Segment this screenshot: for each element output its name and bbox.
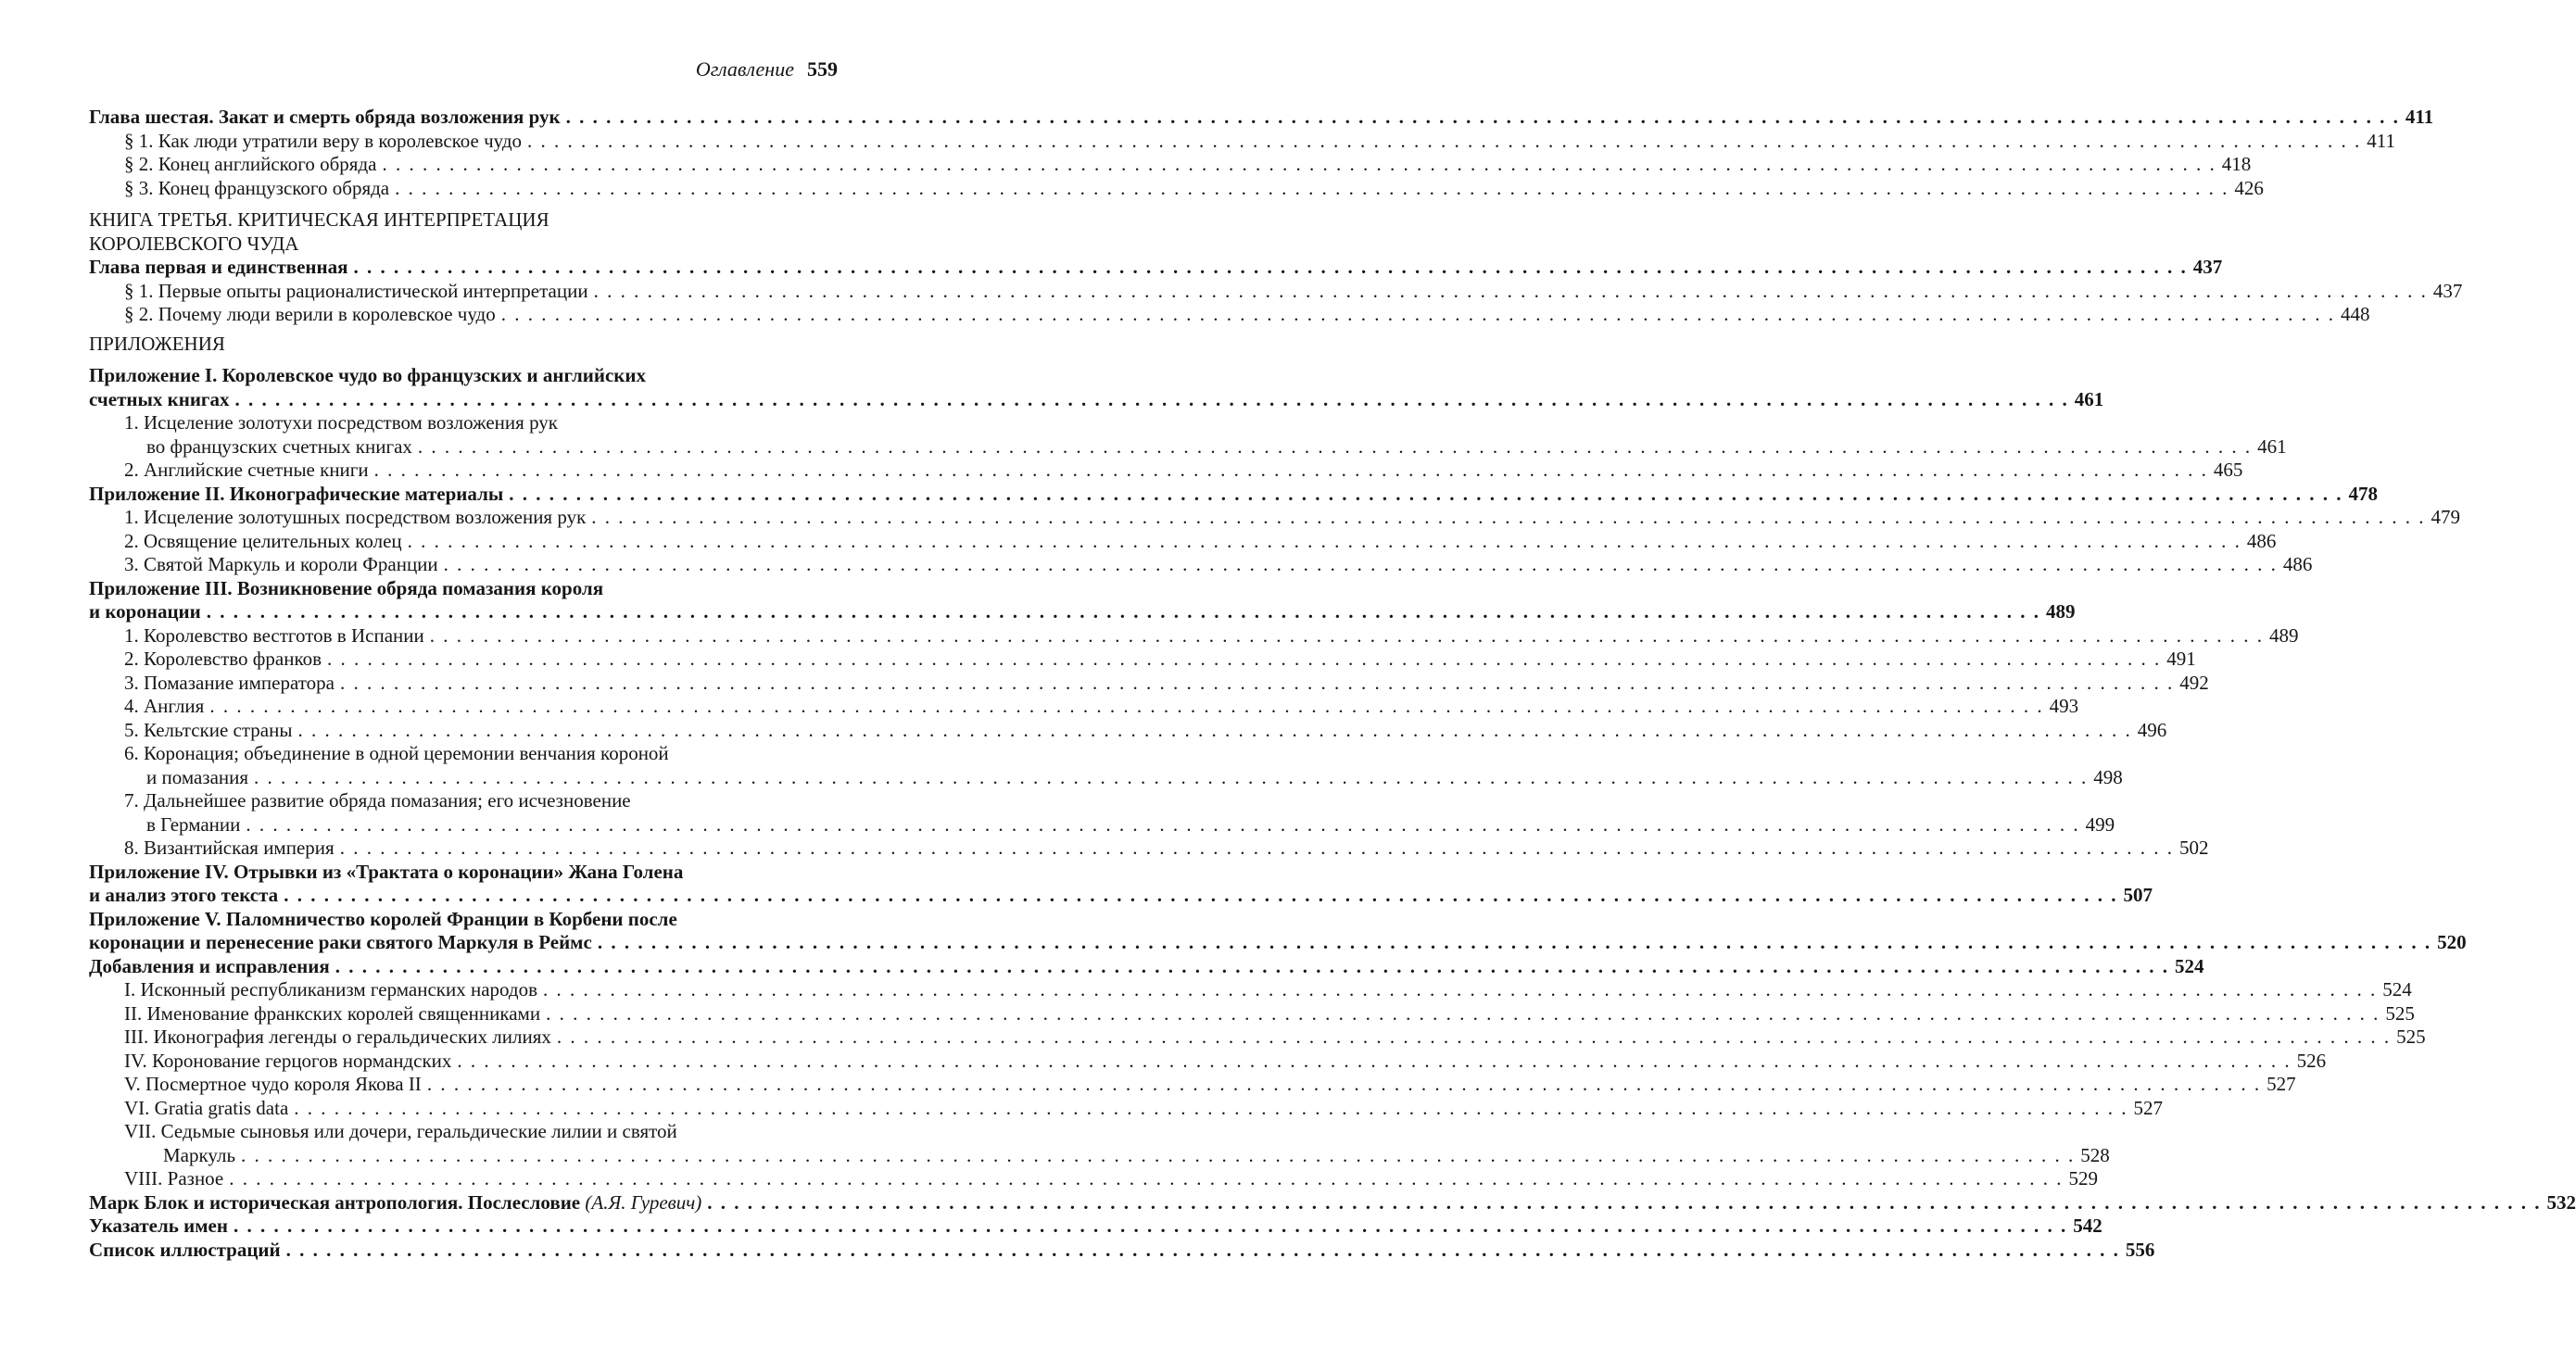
book-heading-text: КОРОЛЕВСКОГО ЧУДА (89, 232, 299, 255)
toc-entry-app1-1[interactable] (89, 434, 2287, 459)
dot-leader (229, 1167, 2063, 1191)
table-of-contents (89, 106, 2576, 1262)
toc-entry-title-line: 1. Исцеление золотухи посредством возложения рук (124, 411, 558, 434)
toc-entry-ch6-s3[interactable] (89, 176, 2264, 201)
dot-leader (284, 884, 2117, 908)
dot-leader (234, 1215, 2067, 1239)
toc-entry-page: 461 (2074, 387, 2104, 410)
toc-entry-title-line: Приложение I. Королевское чудо во французских и английских (89, 364, 646, 386)
toc-entry-additions[interactable] (89, 954, 2204, 979)
toc-entry-app1-2[interactable] (89, 459, 2243, 483)
toc-entry-appendix-5[interactable] (89, 931, 2467, 955)
dot-leader (501, 303, 2335, 327)
toc-entry-title: V. Посмертное чудо короля Якова II (124, 1073, 422, 1095)
toc-entry-page: 489 (2269, 623, 2299, 647)
toc-entry-add-4[interactable] (89, 1049, 2327, 1074)
toc-entry-page: 493 (2049, 695, 2079, 717)
dot-leader (374, 459, 2208, 483)
toc-entry-page: 527 (2133, 1096, 2164, 1119)
running-header-title: Оглавление (695, 57, 794, 81)
toc-entry-title-line: 6. Коронация; объединение в одной церемонии венчания короной (124, 742, 669, 764)
toc-entry-title: I. Исконный республиканизм германских народов (124, 978, 538, 1001)
toc-entry-page: 528 (2080, 1143, 2110, 1166)
toc-entry-page: 461 (2257, 434, 2287, 458)
toc-entry-title-line: Приложение IV. Отрывки из «Трактата о коронации» Жана Голена (89, 860, 684, 883)
dot-leader (591, 506, 2425, 530)
dot-leader (286, 1239, 2120, 1263)
toc-entry-title: и анализ этого текста (89, 884, 279, 906)
toc-entry-app3-4[interactable] (89, 695, 2079, 719)
toc-entry-app2-2[interactable] (89, 529, 2277, 554)
toc-entry-title: § 2. Конец английского обряда (124, 153, 377, 175)
toc-entry-add-3[interactable] (89, 1026, 2426, 1050)
toc-entry-title: Глава шестая. Закат и смерть обряда возложения рук (89, 106, 561, 128)
toc-entry-page: 526 (2296, 1049, 2327, 1072)
book-3-heading-line-2 (89, 233, 838, 257)
toc-entry-app3-6[interactable] (89, 765, 2123, 790)
toc-entry-chapter-6[interactable] (89, 106, 2434, 130)
toc-entry-title: Глава первая и единственная (89, 256, 348, 278)
dot-leader (707, 1191, 2541, 1215)
toc-entry-appendix-3[interactable] (89, 600, 2076, 624)
toc-entry-title: счетных книгах (89, 387, 230, 410)
toc-entry-ch6-s1[interactable] (89, 129, 2396, 154)
dot-leader (427, 1073, 2261, 1097)
dot-leader (335, 955, 2169, 979)
toc-entry-title-line: VII. Седьмые сыновья или дочери, геральдические лилии и святой (124, 1120, 677, 1142)
toc-entry-b3ch1-s2[interactable] (89, 303, 2370, 327)
toc-entry-title: в Германии (146, 812, 241, 836)
dot-leader (430, 624, 2264, 648)
toc-entry-title: 3. Святой Маркуль и короли Франции (124, 553, 438, 575)
toc-entry-page: 556 (2125, 1238, 2155, 1261)
toc-entry-page: 489 (2046, 600, 2076, 623)
toc-entry-title-line: 7. Дальнейшее развитие обряда помазания; его исчезновение (124, 789, 631, 812)
book-3-heading-line-1 (89, 208, 838, 233)
dot-leader (209, 695, 2043, 719)
toc-entry-page: 529 (2068, 1167, 2099, 1189)
toc-entry-app3-line-1 (89, 577, 838, 601)
toc-entry-page: 520 (2437, 931, 2467, 953)
toc-entry-title: VIII. Разное (124, 1167, 224, 1189)
dot-leader (241, 1144, 2075, 1168)
toc-entry-title (89, 1191, 701, 1215)
toc-entry-app2-3[interactable] (89, 553, 2313, 577)
toc-entry-title: II. Именование франкских королей священниками (124, 1001, 541, 1025)
dot-leader (327, 648, 2161, 672)
dot-leader (246, 813, 2079, 837)
toc-entry-page: 527 (2267, 1073, 2296, 1095)
toc-entry-add-5[interactable] (89, 1073, 2296, 1097)
toc-entry-page: 486 (2282, 553, 2313, 575)
dot-leader (557, 1026, 2391, 1050)
toc-entry-page: 437 (2192, 256, 2223, 278)
toc-entry-title: § 1. Как люди утратили веру в королевское чудо (124, 129, 523, 152)
dot-leader (527, 130, 2361, 154)
toc-entry-title-line: Приложение III. Возникновение обряда помазания короля (89, 576, 604, 599)
dot-leader (207, 600, 2040, 624)
toc-entry-page: 492 (2179, 671, 2209, 694)
toc-entry-appendix-2[interactable] (89, 482, 2379, 507)
dot-leader (408, 530, 2241, 554)
toc-entry-page: 486 (2246, 529, 2277, 552)
toc-entry-page: 465 (2213, 459, 2243, 481)
toc-entry-afterword[interactable] (89, 1190, 2576, 1215)
toc-entry-page: 479 (2431, 506, 2461, 528)
dot-leader (543, 978, 2377, 1002)
toc-entry-page: 524 (2174, 954, 2204, 977)
toc-entry-title: коронации и перенесение раки святого Маркуля в Реймс (89, 931, 592, 953)
toc-entry-page: 542 (2073, 1215, 2102, 1237)
toc-entry-title: 2. Английские счетные книги (124, 459, 369, 481)
toc-entry-title: 2. Освящение целительных колец (124, 529, 402, 552)
dot-leader (340, 672, 2174, 696)
toc-entry-title: и коронации (89, 600, 201, 623)
toc-entry-app2-1[interactable] (89, 506, 2461, 530)
toc-entry-app3-7-line-1 (89, 789, 838, 813)
toc-entry-appendix-4[interactable] (89, 884, 2153, 908)
spacer (89, 200, 838, 208)
toc-entry-title: во французских счетных книгах (146, 434, 412, 458)
toc-entry-page: 499 (2085, 812, 2115, 836)
toc-entry-book3-chapter-1[interactable] (89, 256, 2223, 280)
toc-entry-b3ch1-s1[interactable] (89, 279, 2463, 304)
toc-entry-page: 437 (2432, 279, 2463, 302)
toc-entry-page: 411 (2405, 106, 2434, 128)
toc-entry-title: § 3. Конец французского обряда (124, 176, 390, 199)
toc-entry-title: III. Иконография легенды о геральдических лилиях (124, 1026, 551, 1048)
dot-leader (509, 483, 2342, 507)
toc-entry-app3-3[interactable] (89, 671, 2209, 696)
toc-entry-page: 448 (2340, 303, 2370, 325)
toc-entry-title: 8. Византийская империя (124, 837, 335, 859)
toc-entry-page: 478 (2348, 482, 2379, 505)
toc-entry-add-7-line-1 (89, 1120, 838, 1144)
dot-leader (457, 1050, 2291, 1074)
afterword-author: (А.Я. Гуревич) (585, 1190, 702, 1214)
toc-entry-page: 411 (2367, 129, 2396, 152)
toc-entry-appendix-1[interactable] (89, 387, 2104, 412)
running-header (696, 57, 838, 82)
toc-entry-add-7[interactable] (89, 1143, 2110, 1168)
dot-leader (418, 435, 2252, 459)
toc-entry-app3-7[interactable] (89, 812, 2115, 837)
toc-entry-title: § 1. Первые опыты рационалистической интерпретации (124, 279, 588, 302)
toc-entry-add-2[interactable] (89, 1001, 2415, 1026)
toc-entry-title: 4. Англия (124, 695, 205, 717)
toc-entry-app3-2[interactable] (89, 648, 2196, 672)
toc-entry-add-8[interactable] (89, 1167, 2099, 1191)
toc-entry-title: § 2. Почему люди верили в королевское чудо (124, 303, 496, 325)
toc-entry-index[interactable] (89, 1215, 2102, 1239)
toc-entry-title: и помазания (146, 765, 249, 788)
toc-entry-app5-line-1 (89, 908, 838, 932)
toc-entry-app3-5[interactable] (89, 718, 2167, 743)
toc-entry-page: 532 (2546, 1190, 2576, 1214)
page-number: 559 (807, 57, 838, 81)
spacer (89, 356, 838, 364)
toc-entry-illustrations[interactable] (89, 1238, 2155, 1263)
dot-leader (297, 719, 2131, 743)
toc-entry-page: 426 (2234, 176, 2264, 199)
toc-entry-add-1[interactable] (89, 978, 2412, 1002)
toc-entry-add-6[interactable] (89, 1096, 2164, 1121)
dot-leader (395, 177, 2229, 201)
dot-leader (444, 553, 2278, 577)
dot-leader (566, 106, 2400, 130)
toc-entry-title: Добавления и исправления (89, 954, 330, 977)
toc-entry-ch6-s2[interactable] (89, 153, 2252, 177)
appendices-heading-text: ПРИЛОЖЕНИЯ (89, 332, 225, 355)
toc-entry-title: IV. Коронование герцогов нормандских (124, 1049, 452, 1072)
toc-entry-page: 524 (2382, 978, 2412, 1001)
toc-entry-title: 2. Королевство франков (124, 648, 322, 670)
dot-leader (234, 388, 2068, 412)
dot-leader (546, 1002, 2380, 1026)
dot-leader (354, 256, 2188, 280)
dot-leader (294, 1097, 2128, 1121)
afterword-title: Марк Блок и историческая антропология. Послесловие (89, 1190, 581, 1214)
toc-entry-page: 502 (2178, 837, 2209, 859)
toc-entry-title: Приложение II. Иконографические материалы (89, 482, 504, 505)
book-heading-text: КНИГА ТРЕТЬЯ. КРИТИЧЕСКАЯ ИНТЕРПРЕТАЦИЯ (89, 208, 549, 231)
toc-entry-page: 491 (2166, 648, 2196, 670)
toc-entry-app3-6-line-1 (89, 742, 838, 766)
toc-entry-title: Список иллюстраций (89, 1238, 281, 1261)
dot-leader (340, 837, 2174, 861)
toc-entry-title: 3. Помазание императора (124, 671, 335, 694)
toc-entry-app1-1-line-1 (89, 411, 838, 435)
dot-leader (598, 931, 2431, 955)
toc-entry-title: 5. Кельтские страны (124, 718, 293, 741)
toc-entry-title: Указатель имен (89, 1215, 228, 1237)
toc-entry-page: 525 (2396, 1026, 2426, 1048)
toc-entry-title: VI. Gratia gratis data (124, 1096, 289, 1119)
toc-entry-title: 1. Исцеление золотушных посредством возложения рук (124, 506, 587, 528)
appendices-heading (89, 333, 838, 357)
toc-entry-page: 418 (2221, 153, 2252, 175)
toc-entry-title: 1. Королевство вестготов в Испании (124, 623, 424, 647)
toc-entry-app3-8[interactable] (89, 837, 2209, 861)
toc-entry-title: Маркуль (163, 1143, 236, 1166)
toc-entry-title-line: Приложение V. Паломничество королей Франции в Корбени после (89, 907, 677, 930)
toc-entry-page: 496 (2137, 718, 2167, 741)
toc-entry-page: 498 (2093, 765, 2123, 788)
dot-leader (254, 766, 2088, 790)
toc-entry-app1-line-1 (89, 364, 838, 388)
dot-leader (594, 280, 2428, 304)
toc-entry-page: 507 (2123, 884, 2153, 906)
dot-leader (382, 153, 2216, 177)
toc-entry-app3-1[interactable] (89, 623, 2299, 648)
toc-entry-page: 525 (2385, 1001, 2415, 1025)
toc-entry-app4-line-1 (89, 861, 838, 885)
